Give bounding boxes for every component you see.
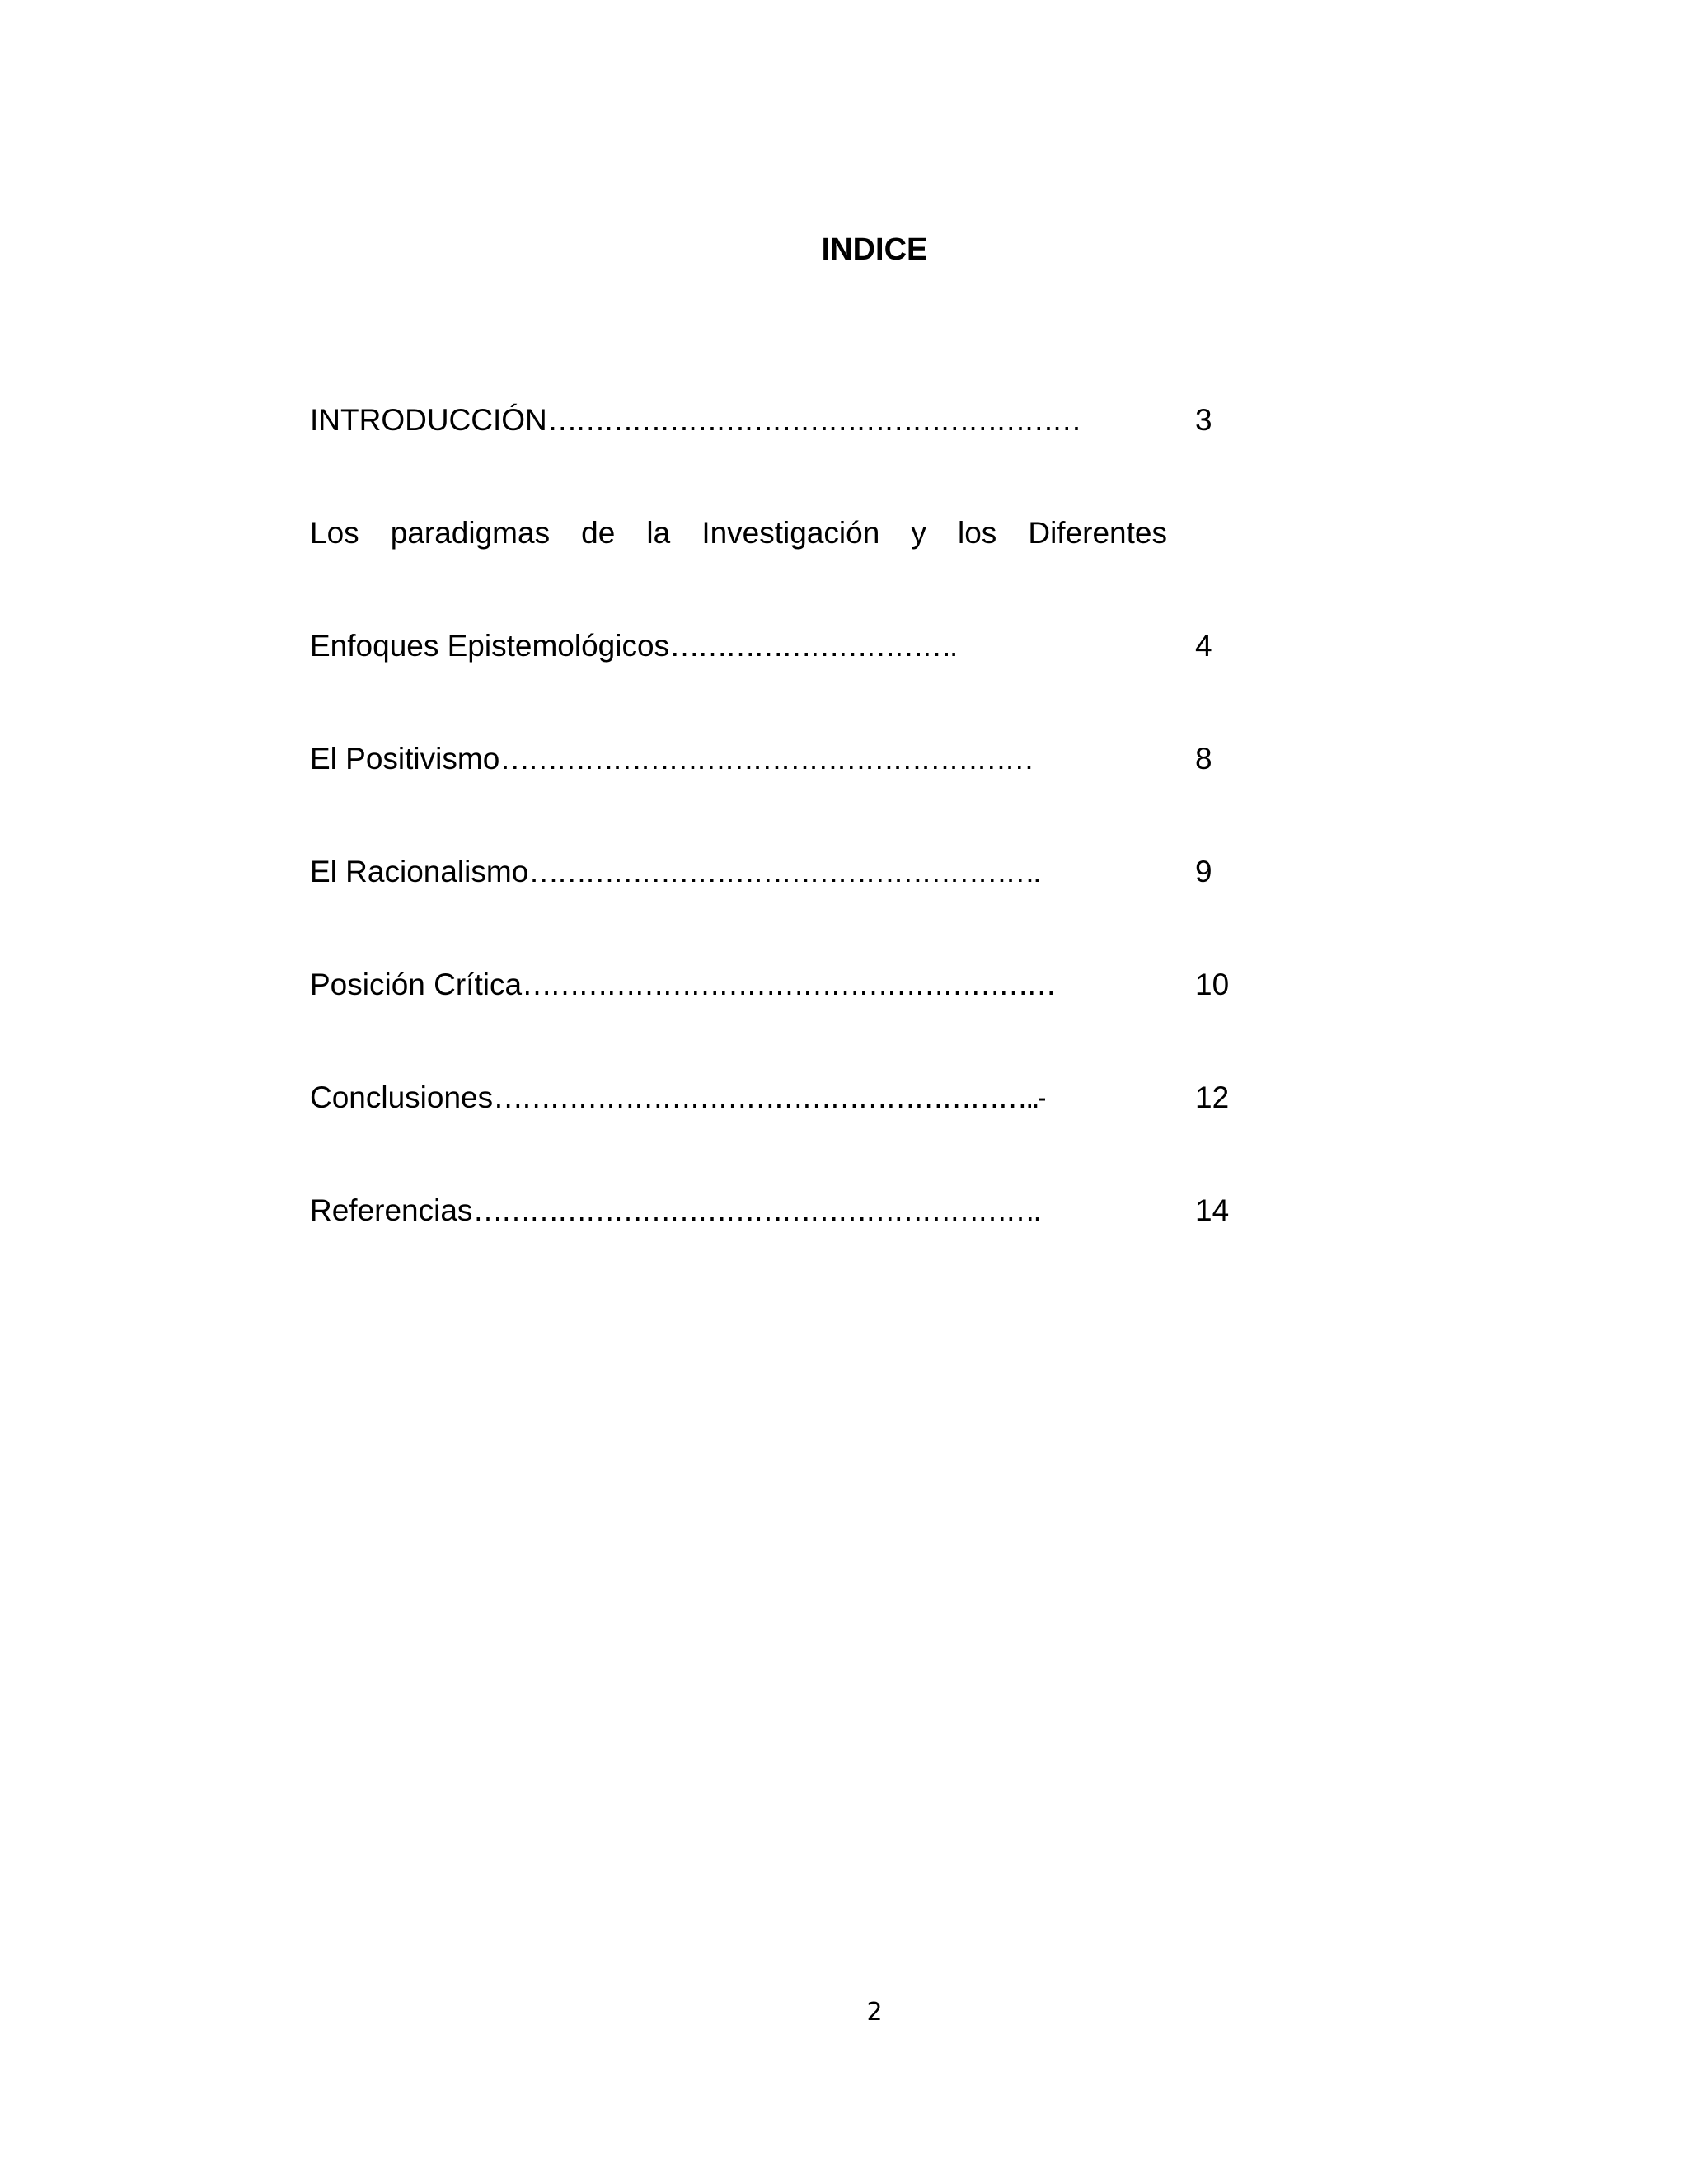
toc-entry-introduccion [310,402,1080,438]
toc-page-number: 4 [1195,629,1212,663]
toc-entry-posicion-critica [310,967,1054,1003]
toc-label: Referencias [310,1193,473,1227]
page-title: INDICE [821,232,928,267]
toc-label: El Positivismo [310,742,500,776]
toc-leader: ………………………………………………. [528,855,1039,888]
toc-leader: …………………………………………………..- [493,1080,1046,1114]
toc-page-number: 12 [1195,1080,1230,1114]
toc-page-number: 10 [1195,968,1230,1001]
toc-page-number: 14 [1195,1193,1230,1227]
toc-page-number: 8 [1195,742,1212,776]
toc-label: Posición Crítica [310,968,523,1001]
toc-label: Enfoques Epistemológicos [310,629,670,663]
toc-entry-racionalismo [310,854,1039,890]
toc-leader: ……………………………………………………. [472,1193,1039,1227]
footer-page-number: 2 [866,1998,883,2027]
toc-page-number: 9 [1195,855,1212,888]
toc-label: El Racionalismo [310,855,529,888]
toc-leader: ………………………………………………… [499,742,1033,776]
toc-label: Conclusiones [310,1080,494,1114]
toc-leader: ………………………………………………… [546,403,1080,437]
toc-entry-positivismo [310,741,1032,777]
toc-page-number: 3 [1195,403,1212,437]
toc-label: INTRODUCCIÓN [310,403,547,437]
toc-entry-paradigmas-line1: Los paradigmas de la Investigación y los Diferentes [310,516,1167,550]
toc-entry-conclusiones [310,1080,1045,1116]
toc-entry-enfoques [310,628,955,664]
toc-entry-referencias [310,1193,1039,1229]
toc-leader: ………………………………………………… [522,968,1055,1001]
toc-leader: …………………………. [669,629,956,663]
